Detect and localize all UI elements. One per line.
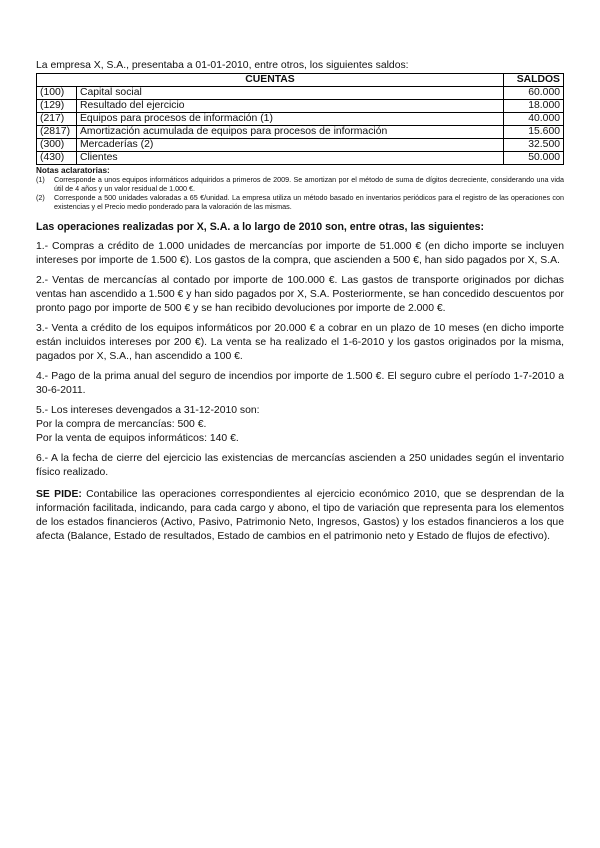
account-code: (100) bbox=[37, 87, 77, 100]
balances-table bbox=[36, 73, 564, 165]
se-pide-paragraph bbox=[36, 488, 564, 544]
table-row bbox=[37, 126, 564, 139]
note-text: Corresponde a 500 unidades valoradas a 65 €/unidad. La empresa utiliza un método basado en inventarios periódicos para el registro de las operaciones con existencias y el Precio medio ponderado para la valoración de las mismas. bbox=[54, 193, 564, 211]
operation-1 bbox=[36, 240, 564, 268]
operation-4 bbox=[36, 370, 564, 398]
note-number: (2) bbox=[36, 193, 45, 202]
header-saldos: SALDOS bbox=[504, 74, 564, 87]
operation-text: 5.- Los intereses devengados a 31-12-2010 son: bbox=[36, 405, 260, 416]
operation-text: Por la venta de equipos informáticos: 140 €. bbox=[36, 433, 239, 444]
account-name: Equipos para procesos de información (1) bbox=[77, 113, 504, 126]
operation-text: 1.- Compras a crédito de 1.000 unidades de mercancías por importe de 51.000 € (en dicho importe se incluyen intereses por importe de 1.500 €). Los gastos de la compra, que ascienden a 500 €, han sido pagados por X, S.A. bbox=[36, 241, 564, 266]
note-item bbox=[36, 193, 564, 211]
account-name: Clientes bbox=[77, 152, 504, 165]
operation-2 bbox=[36, 274, 564, 316]
table-row bbox=[37, 113, 564, 126]
operation-text: 6.- A la fecha de cierre del ejercicio las existencias de mercancías ascienden a 250 unidades según el inventario físico realizado. bbox=[36, 453, 564, 478]
se-pide-text: Contabilice las operaciones correspondientes al ejercicio económico 2010, que se desprendan de la información facilitada, indicando, para cada cargo y abono, el tipo de variación que representa para los elementos de los estados financieros (Activo, Pasivo, Patrimonio Neto, Ingresos, Gastos) y los estados financieros a los que afecta (Balance, Estado de resultados, Estado de cambios en el patrimonio neto y Estado de flujos de efectivo). bbox=[36, 489, 564, 542]
table-row bbox=[37, 152, 564, 165]
operation-text: 3.- Venta a crédito de los equipos informáticos por 20.000 € a cobrar en un plazo de 10 meses (en dicho importe están incluidos intereses por 200 €). La venta se ha realizado el 1-6-2010 y los gastos originados por la misma, pagados por X, S.A., han ascendido a 100 €. bbox=[36, 323, 564, 362]
note-text: Corresponde a unos equipos informáticos adquiridos a primeros de 2009. Se amortizan por el método de suma de dígitos decreciente, considerando una vida útil de 4 años y un valor residual de 1.000 €. bbox=[54, 175, 564, 193]
header-cuentas: CUENTAS bbox=[37, 74, 504, 87]
account-amount: 40.000 bbox=[504, 113, 564, 126]
account-code: (300) bbox=[37, 139, 77, 152]
account-name: Resultado del ejercicio bbox=[77, 100, 504, 113]
operation-5 bbox=[36, 404, 564, 446]
operation-3 bbox=[36, 322, 564, 364]
se-pide-label: SE PIDE: bbox=[36, 489, 82, 500]
account-name: Amortización acumulada de equipos para procesos de información bbox=[77, 126, 504, 139]
account-amount: 60.000 bbox=[504, 87, 564, 100]
account-amount: 32.500 bbox=[504, 139, 564, 152]
table-header-row bbox=[37, 74, 564, 87]
account-amount: 50.000 bbox=[504, 152, 564, 165]
intro-text: La empresa X, S.A., presentaba a 01-01-2010, entre otros, los siguientes saldos: bbox=[36, 60, 409, 71]
account-name: Mercaderías (2) bbox=[77, 139, 504, 152]
account-amount: 15.600 bbox=[504, 126, 564, 139]
note-item bbox=[36, 175, 564, 193]
note-number: (1) bbox=[36, 175, 45, 184]
operation-text: 2.- Ventas de mercancías al contado por importe de 100.000 €. Las gastos de transporte originados por dichas ventas han ascendido a 1.500 € y han sido pagados por X, S.A. Posteriormente, se han concedido descuentos por pronto pago por importe de 500 € y se han recibido devoluciones por importe de 2.000 €. bbox=[36, 275, 564, 314]
account-amount: 18.000 bbox=[504, 100, 564, 113]
account-code: (217) bbox=[37, 113, 77, 126]
account-code: (2817) bbox=[37, 126, 77, 139]
operation-text: Por la compra de mercancías: 500 €. bbox=[36, 419, 207, 430]
operation-6 bbox=[36, 452, 564, 480]
table-row bbox=[37, 87, 564, 100]
account-code: (129) bbox=[37, 100, 77, 113]
account-name: Capital social bbox=[77, 87, 504, 100]
operation-text: 4.- Pago de la prima anual del seguro de incendios por importe de 1.500 €. El seguro cubre el período 1-7-2010 a 30-6-2011. bbox=[36, 371, 564, 396]
table-row bbox=[37, 100, 564, 113]
account-code: (430) bbox=[37, 152, 77, 165]
operations-heading: Las operaciones realizadas por X, S.A. a lo largo de 2010 son, entre otras, las siguientes: bbox=[36, 221, 485, 233]
notes-title: Notas aclaratorias: bbox=[36, 166, 110, 175]
document-page bbox=[36, 60, 564, 544]
table-row bbox=[37, 139, 564, 152]
